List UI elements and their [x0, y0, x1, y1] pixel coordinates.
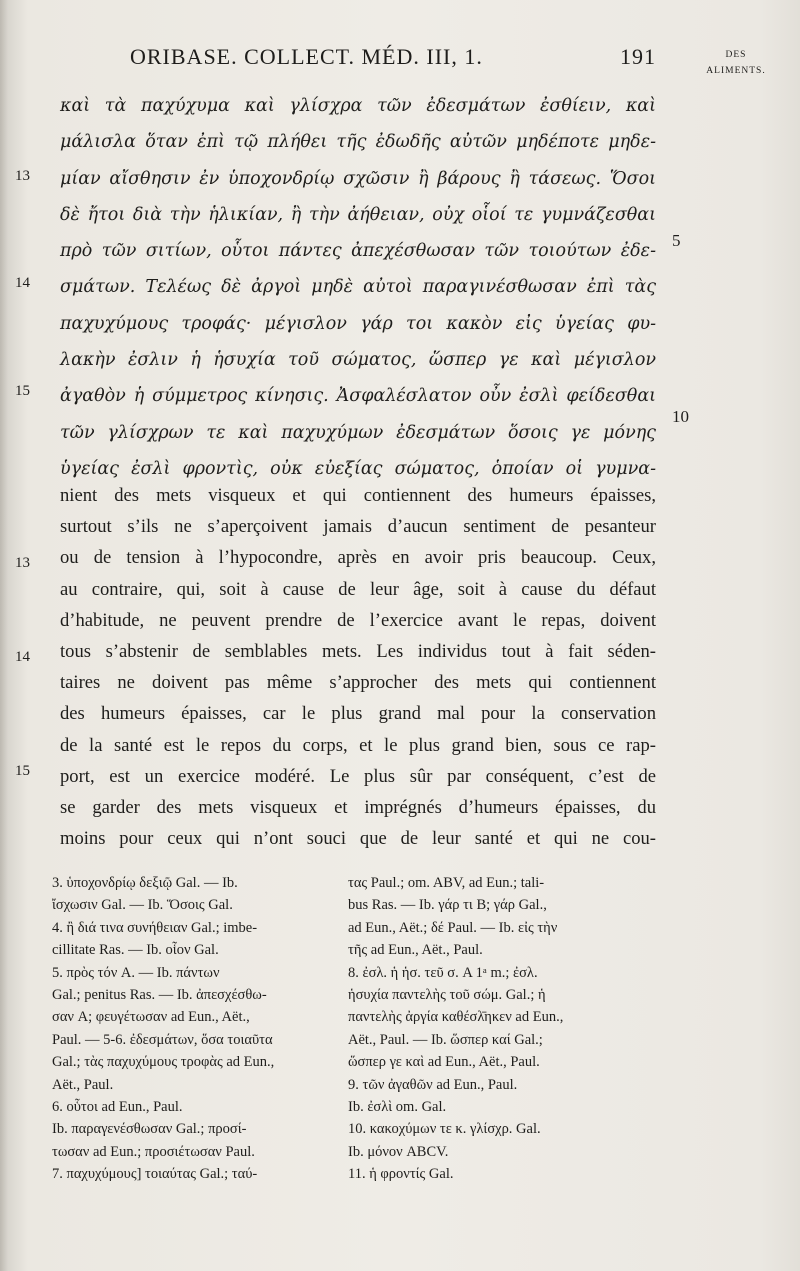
footnote-line: Gal.; penitus Ras. — Ib. ἀπεσχέσθω-	[52, 986, 267, 1003]
footnote-line: ὥσπερ γε καὶ ad Eun., Aët., Paul.	[348, 1054, 540, 1071]
footnote-line: 7. παχυχύμους] τοιαύτας Gal.; ταύ-	[52, 1166, 258, 1183]
french-line: d’habitude, ne peuvent prendre de l’exercice avant le repas, doivent	[60, 609, 656, 631]
french-section-number: 15	[15, 763, 30, 779]
french-line: des humeurs épaisses, car le plus grand mal pour la conservation	[60, 703, 656, 725]
french-line: au contraire, qui, soit à cause de leur âge, soit à cause du défaut	[60, 578, 656, 600]
footnote-line: 5. πρὸς τόν A. — Ib. πάντων	[52, 964, 220, 981]
greek-section-number: 15	[15, 383, 30, 399]
french-line: moins pour ceux qui n’ont souci que de leur santé et qui ne cou-	[60, 828, 656, 850]
footnote-line: cillitate Ras. — Ib. οἷον Gal.	[52, 942, 219, 959]
footnote-line: bus Ras. — Ib. γάρ τι B; γάρ Gal.,	[348, 897, 547, 914]
footnote-line: Ib. παραγενέσθωσαν Gal.; προσί-	[52, 1121, 247, 1138]
french-line: taires ne doivent pas même s’approcher des mets qui contiennent	[60, 672, 656, 694]
greek-line-number: 5	[672, 231, 681, 250]
greek-line: μάλισλα ὅταν ἐπὶ τῷ πλήθει τῆς ἐδωδῆς αὐτῶν μηδέποτε μηδε-	[60, 132, 656, 153]
greek-line: μίαν αἴσθησιν ἐν ὑποχονδρίῳ σχῶσιν ἢ βάρους ἢ τάσεως. Ὅσοι	[60, 168, 656, 189]
footnote-line: τῆς ad Eun., Aët., Paul.	[348, 942, 483, 959]
footnote-line: 3. ὑποχονδρίῳ δεξιῷ Gal. — Ib.	[52, 875, 238, 891]
footnote-line: 6. οὗτοι ad Eun., Paul.	[52, 1098, 183, 1115]
footnote-line: Paul. — 5-6. ἐδεσμάτων, ὅσα τοιαῦτα	[52, 1031, 273, 1048]
footnote-line: ἡσυχία παντελὴς τοῦ σώμ. Gal.; ἡ	[348, 986, 546, 1003]
french-line: port, est un exercice modéré. Le plus sûr par conséquent, c’est de	[60, 765, 656, 787]
footnote-line: σαν A; φευγέτωσαν ad Eun., Aët.,	[52, 1009, 250, 1026]
side-heading	[700, 47, 772, 79]
footnote-line: Aët., Paul.	[52, 1076, 114, 1093]
running-title: ORIBASE. COLLECT. MÉD. III, 1.	[130, 44, 483, 69]
greek-line: καὶ τὰ παχύχυμα καὶ γλίσχρα τῶν ἐδεσμάτων ἐσθίειν, καὶ	[60, 96, 656, 116]
footnote-line: τας Paul.; om. ABV, ad Eun.; tali-	[348, 875, 545, 891]
side-heading-line-2: ALIMENTS.	[706, 66, 766, 76]
greek-line-number: 10	[672, 407, 689, 426]
greek-line: σμάτων. Τελέως δὲ ἀργοὶ μηδὲ αὐτοὶ παραγινέσθωσαν ἐπὶ τὰς	[60, 277, 656, 298]
greek-line: πρὸ τῶν σιτίων, οὗτοι πάντες ἀπεχέσθωσαν τῶν τοιούτων ἐδε-	[60, 241, 656, 262]
footnote-line: 4. ἢ διά τινα συνήθειαν Gal.; imbe-	[52, 919, 258, 936]
footnote-line: 9. τῶν ἀγαθῶν ad Eun., Paul.	[348, 1076, 518, 1093]
footnotes-right-column	[348, 872, 658, 1185]
footnote-line: 8. ἐσλ. ἡ ἡσ. τεῦ σ. A 1ᵃ m.; ἐσλ.	[348, 964, 538, 981]
footnote-line: παντελὴς ἀργία καθέσλ̄ηκεν ad Eun.,	[348, 1009, 564, 1026]
greek-line: τῶν γλίσχρων τε καὶ παχυχύμων ἐδεσμάτων ὅσοις γε μόνης	[60, 422, 656, 443]
footnote-line: Ib. ἐσλὶ om. Gal.	[348, 1098, 447, 1115]
footnote-line: Aët., Paul. — Ib. ὥσπερ καί Gal.;	[348, 1031, 543, 1048]
greek-line: λακὴν ἐσλιν ἡ ἡσυχία τοῦ σώματος, ὥσπερ γε καὶ μέγισλον	[60, 350, 656, 371]
footnote-line: τωσαν ad Eun.; προσιέτωσαν Paul.	[52, 1143, 255, 1160]
french-translation	[60, 480, 656, 854]
footnote-line: ad Eun., Aët.; δέ Paul. — Ib. εἰς τὴν	[348, 919, 558, 936]
footnote-line: 11. ἡ φροντίς Gal.	[348, 1166, 454, 1183]
page-number: 191	[620, 44, 656, 69]
footnote-line: 10. κακοχύμων τε κ. γλίσχρ. Gal.	[348, 1121, 541, 1138]
french-line: ou de tension à l’hypocondre, après en avoir pris beaucoup. Ceux,	[60, 547, 656, 569]
greek-line: δὲ ἤτοι διὰ τὴν ἡλικίαν, ἢ τὴν ἀήθειαν, οὐχ οἷοί τε γυμνάζεσθαι	[60, 204, 656, 225]
greek-section-number: 13	[15, 168, 30, 184]
greek-line: ὑγείας ἐσλὶ φροντὶς, οὐκ εὐεξίας σώματος, ὁποίαν οἱ γυμνα-	[60, 458, 656, 479]
greek-line: ἀγαθὸν ἡ σύμμετρος κίνησις. Ἀσφαλέσλατον οὖν ἐσλὶ φείδεσθαι	[60, 386, 656, 407]
french-line: tous s’abstenir de semblables mets. Les individus tout à fait séden-	[60, 640, 656, 662]
footnote-line: ἴσχωσιν Gal. — Ib. Ὅσοις Gal.	[52, 897, 233, 914]
french-line: de la santé est le repos du corps, et le plus grand bien, sous ce rap-	[60, 734, 656, 756]
footnotes-left-column	[52, 872, 338, 1185]
french-section-number: 14	[15, 649, 30, 665]
side-heading-line-1: DES	[725, 50, 747, 60]
footnote-line: Gal.; τὰς παχυχύμους τροφὰς ad Eun.,	[52, 1054, 275, 1071]
footnote-line: Ib. μόνον ABCV.	[348, 1143, 449, 1160]
french-line: se garder des mets visqueux et imprégnés d’humeurs épaisses, du	[60, 796, 656, 818]
french-section-number: 13	[15, 555, 30, 571]
greek-section-number: 14	[15, 275, 30, 291]
greek-line: παχυχύμους τροφάς· μέγισλον γάρ τοι κακὸν εἰς ὑγείας φυ-	[60, 313, 656, 334]
french-line: surtout s’ils ne s’aperçoivent jamais d’aucun sentiment de pesanteur	[60, 516, 656, 538]
greek-text	[60, 88, 656, 487]
french-line: nient des mets visqueux et qui contiennent des humeurs épaisses,	[60, 485, 656, 506]
